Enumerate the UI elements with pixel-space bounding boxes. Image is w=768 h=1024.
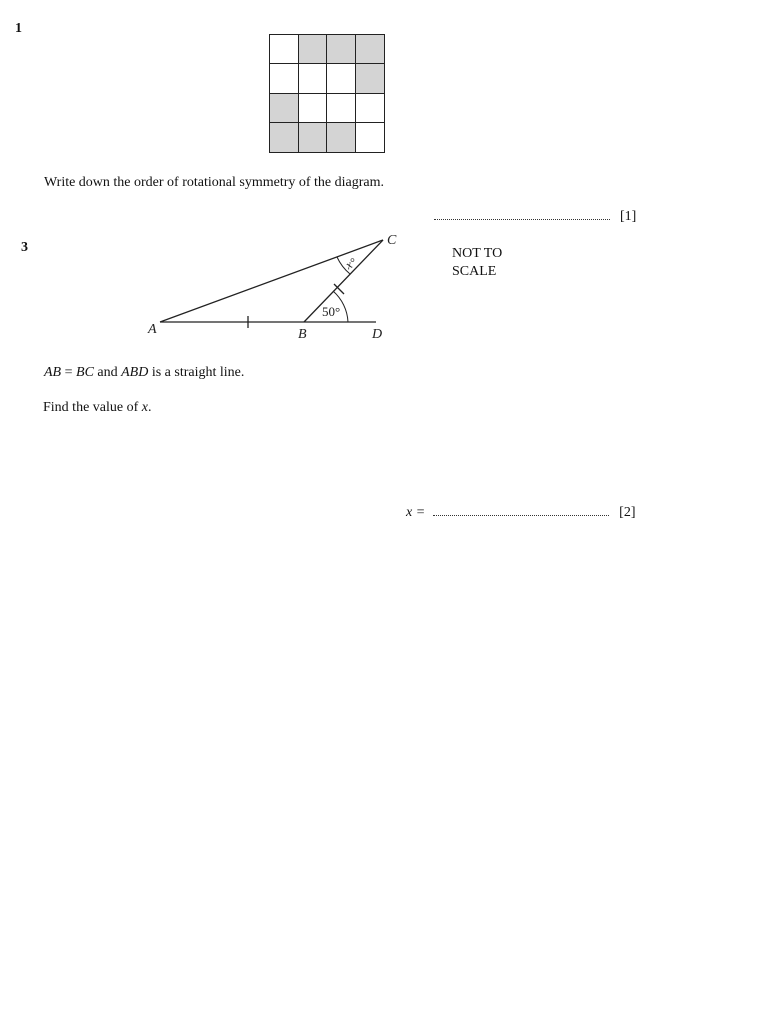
statement-and: and [93, 365, 122, 380]
answer-dots[interactable] [433, 505, 609, 516]
statement-ab: AB [44, 365, 62, 380]
grid-cell [299, 35, 328, 64]
statement-tail: is a straight line. [148, 365, 245, 380]
triangle-diagram [140, 228, 400, 346]
line-bc [304, 240, 383, 322]
grid-cell [356, 123, 385, 152]
question-3-find [43, 400, 151, 416]
question-number-3: 3 [21, 240, 28, 255]
question-1-marks: [1] [620, 209, 637, 224]
question-1-text: Write down the order of rotational symmetry of the diagram. [44, 175, 384, 190]
grid-cell [356, 94, 385, 123]
find-var: x [141, 400, 148, 415]
answer-x-label: x = [406, 505, 426, 520]
question-3-statement [44, 365, 244, 381]
symmetry-grid [269, 34, 385, 153]
angle-50-label: 50° [322, 304, 341, 319]
grid-cell [327, 94, 356, 123]
statement-bc: BC [76, 365, 94, 380]
question-number-1: 1 [15, 21, 22, 36]
not-to-scale-line-2: SCALE [452, 264, 497, 279]
grid-cell [356, 35, 385, 64]
question-3-marks: [2] [619, 505, 636, 520]
question-3-answer-line [406, 505, 636, 521]
question-1-answer-line [434, 209, 636, 225]
grid-cell [356, 64, 385, 93]
not-to-scale-note [452, 245, 502, 281]
line-ac [160, 240, 383, 322]
find-prefix: Find the value of [43, 400, 142, 415]
grid-cell [299, 64, 328, 93]
grid-cell [270, 94, 299, 123]
grid-cell [270, 35, 299, 64]
label-b: B [298, 327, 307, 342]
grid-cell [327, 35, 356, 64]
label-c: C [387, 233, 397, 248]
statement-equals: = [61, 365, 77, 380]
grid-cell [299, 94, 328, 123]
grid-cell [327, 64, 356, 93]
label-a: A [148, 322, 157, 337]
angle-x-label: x° [343, 254, 359, 273]
not-to-scale-line-1: NOT TO [452, 246, 503, 261]
label-d: D [372, 327, 383, 342]
grid-cell [270, 64, 299, 93]
grid-cell [270, 123, 299, 152]
find-suffix: . [147, 400, 152, 415]
grid-cell [327, 123, 356, 152]
grid-cell [299, 123, 328, 152]
answer-dots[interactable] [434, 209, 610, 220]
statement-abd: ABD [121, 365, 149, 380]
